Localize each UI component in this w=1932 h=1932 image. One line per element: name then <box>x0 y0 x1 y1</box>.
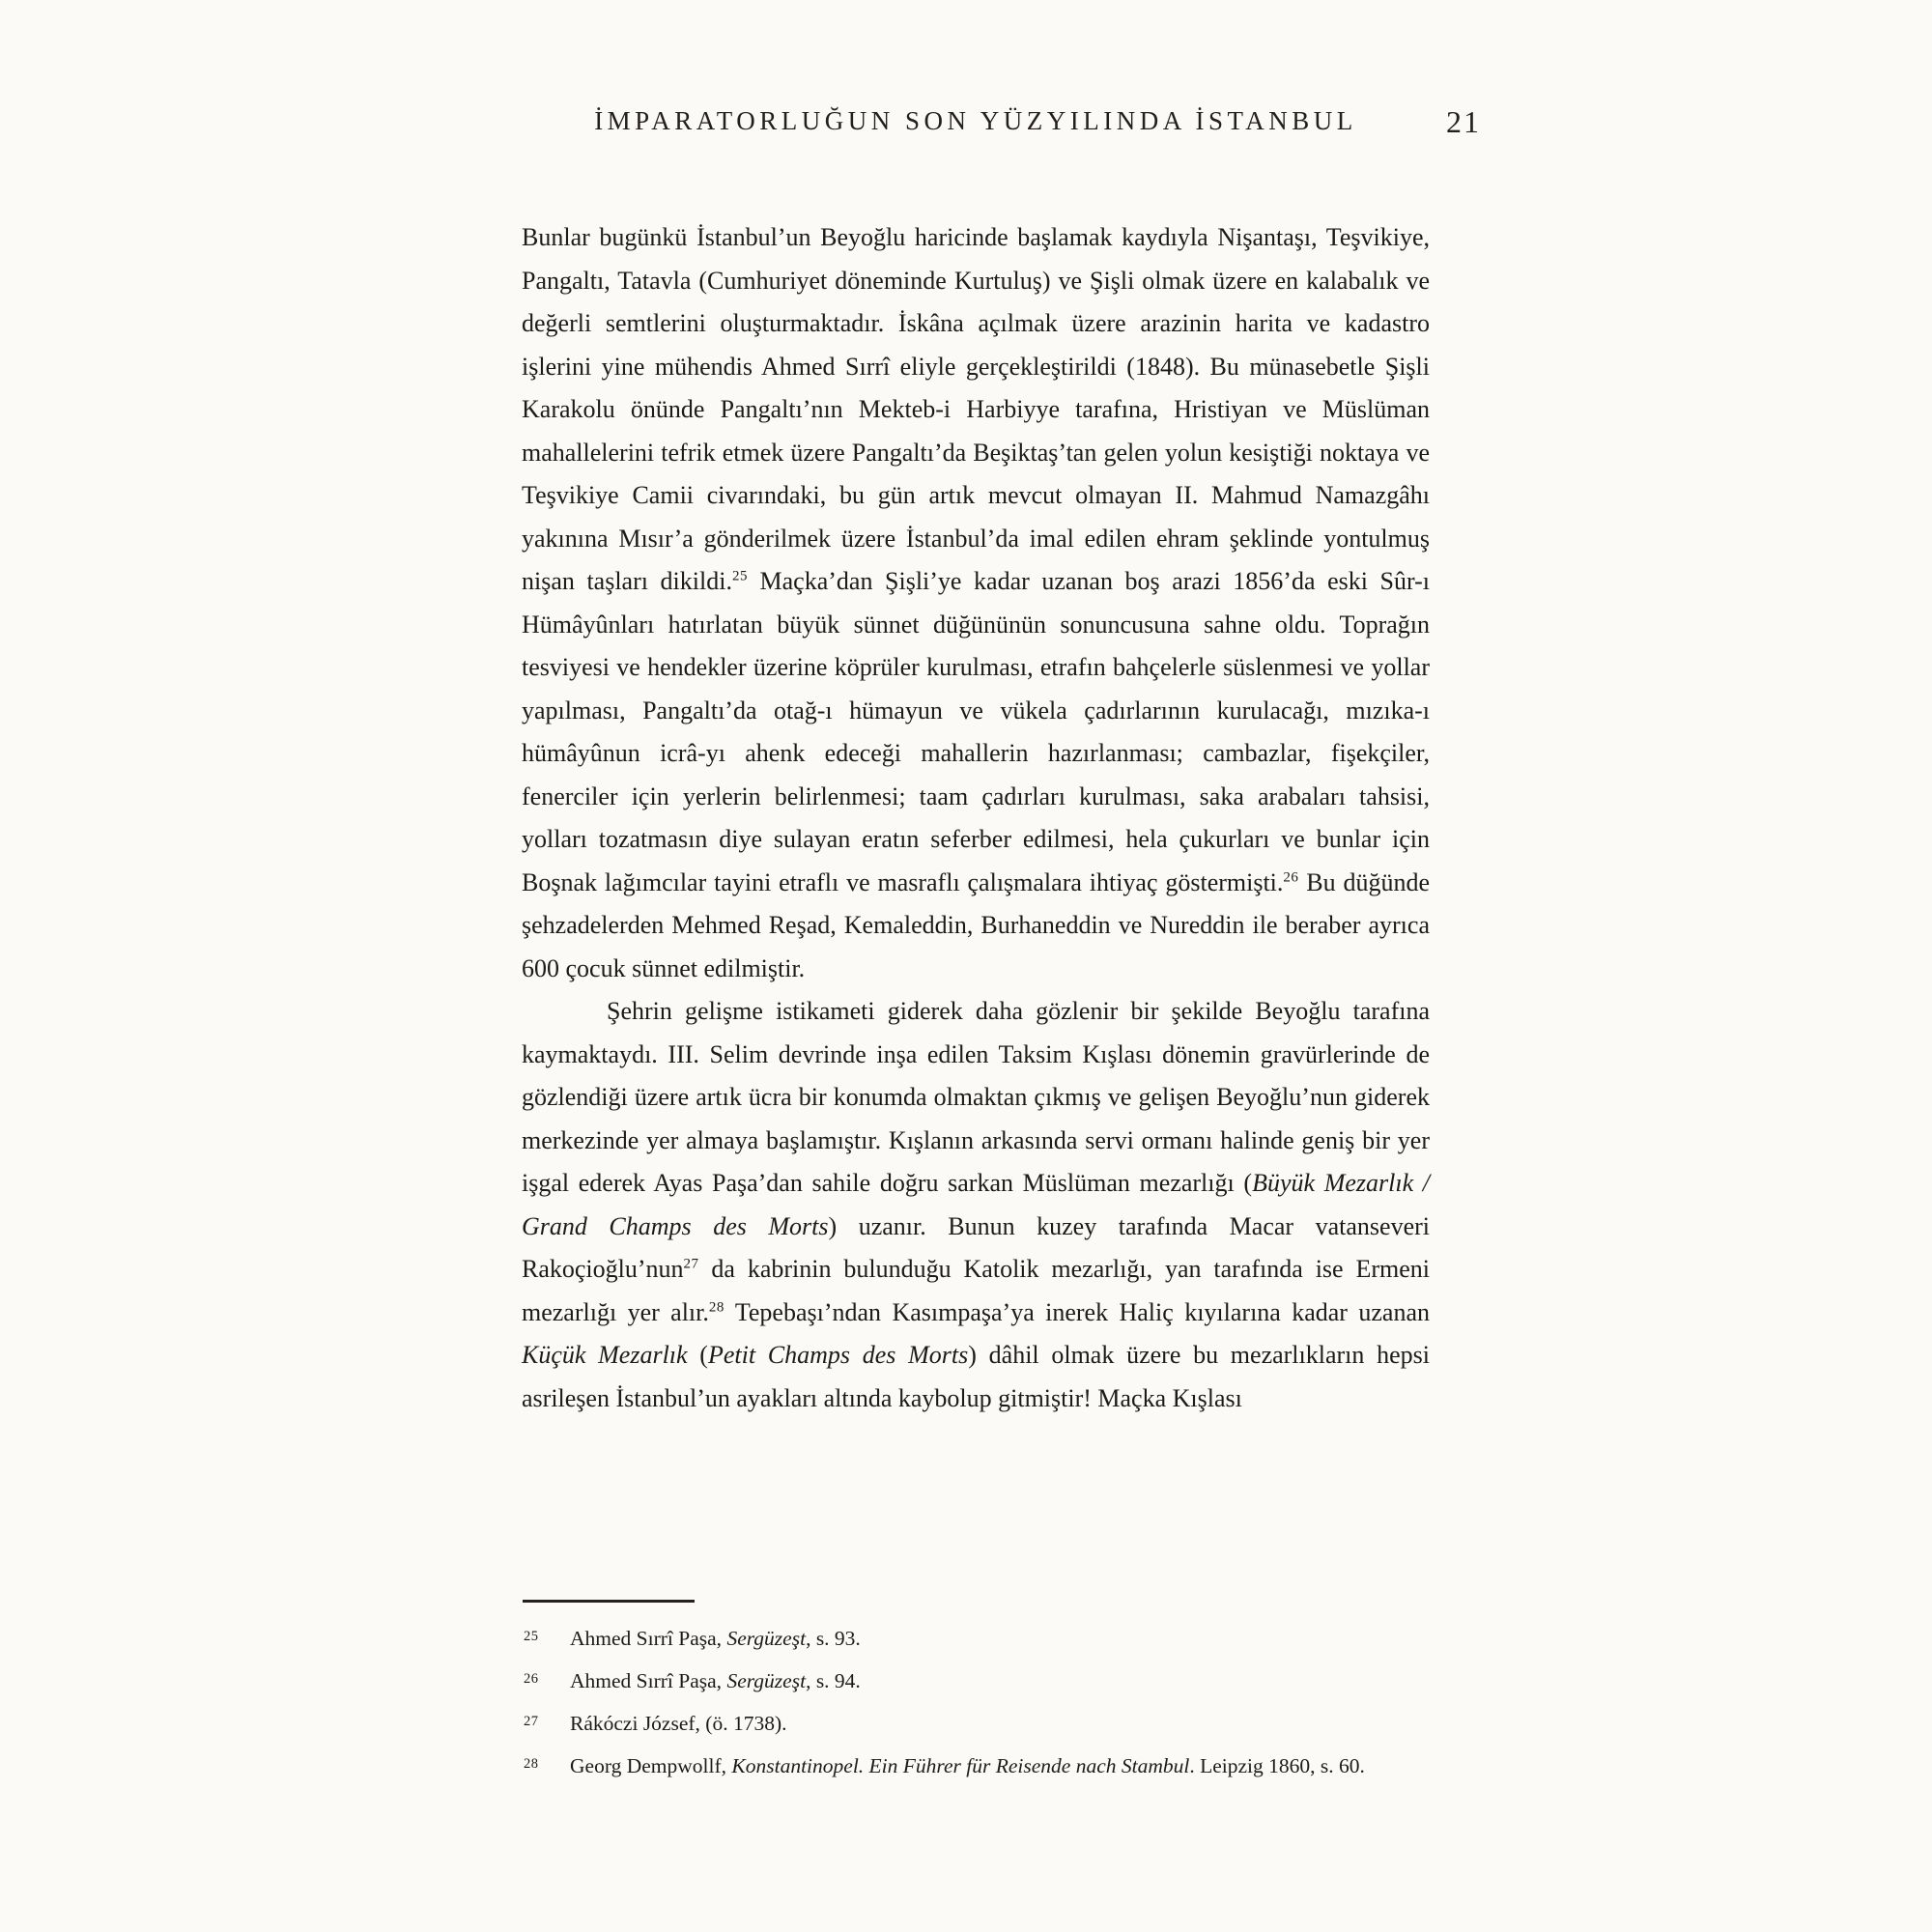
footnote-text <box>570 1754 1365 1777</box>
text-run: Bunlar bugünkü İstanbul’un Beyoğlu haricinde başlamak kaydıyla Nişantaşı, Teşvikiye, Pangaltı, Tatavla (Cumhuriyet döneminde Kurtuluş) ve Şişli olmak üzere en kalabalık ve değerli semtlerini oluşturmaktadır. İskâna açılmak üzere arazinin harita ve kadastro işlerini yine mühendis Ahmed Sırrî eliyle gerçekleştirildi (1848). Bu münasebetle Şişli Karakolu önünde Pangaltı’nın Mekteb-i Harbiyye tarafına, Hristiyan ve Müslüman mahallelerini tefrik etmek üzere Pangaltı’da Beşiktaş’tan gelen yolun kesiştiği noktaya ve Teşvikiye Camii civarındaki, bu gün artık mevcut olmayan II. Mahmud Namazgâhı yakınına Mısır’a gönderilmek üzere İstanbul’da imal edilen ehram şeklinde yontulmuş nişan taşları dikildi. <box>522 223 1430 595</box>
text-run: Bu düğünde şehzadelerden Mehmed Reşad, Kemaleddin, Burhaneddin ve Nureddin ile beraber ayrıca 600 çocuk sünnet edilmiştir. <box>522 867 1430 982</box>
text-run: Georg Dempwollf, <box>570 1754 732 1777</box>
footnote-number: 26 <box>524 1671 539 1687</box>
footnote-item <box>522 1666 1430 1696</box>
text-run: Tepebaşı’ndan Kasımpaşa’ya inerek Haliç kıyılarına kadar uzanan <box>724 1297 1430 1326</box>
text-run: ) uzanır. Bunun kuzey tarafında Macar vatanseveri Rakoçioğlu’nun <box>522 1211 1430 1283</box>
paragraph <box>522 216 1430 990</box>
footnote-text <box>570 1712 787 1735</box>
footnote-ref: 25 <box>731 568 748 584</box>
body-text <box>522 216 1430 1420</box>
text-run: , s. 93. <box>806 1627 861 1650</box>
italic-text: Petit Champs des Morts <box>707 1341 969 1369</box>
footnote-ref: 27 <box>683 1256 699 1272</box>
footnote-item <box>522 1751 1430 1781</box>
text-run: Ahmed Sırrî Paşa, <box>570 1627 727 1650</box>
text-run: ) dâhil olmak üzere bu mezarlıkların hepsi asrileşen İstanbul’un ayakları altında kaybolup gitmiştir! Maçka Kışlası <box>522 1341 1431 1412</box>
footnote-number: 25 <box>524 1629 539 1644</box>
footnote-text <box>570 1669 861 1692</box>
footnotes-section <box>522 1624 1430 1794</box>
italic-text: Konstantinopel. Ein Führer für Reisende nach Stambul <box>731 1754 1190 1777</box>
text-run: Ahmed Sırrî Paşa, <box>570 1669 727 1692</box>
footnote-item <box>522 1624 1430 1654</box>
italic-text: Sergüzeşt <box>726 1669 807 1692</box>
page-number: 21 <box>1446 104 1481 139</box>
footnote-text <box>570 1627 861 1650</box>
text-run: . Leipzig 1860, s. 60. <box>1189 1754 1365 1777</box>
text-run: Maçka’dan Şişli’ye kadar uzanan boş arazi 1856’da eski Sûr-ı Hümâyûnları hatırlatan büyük sünnet düğününün sonuncusuna sahne oldu. Toprağın tesviyesi ve hendekler üzerine köprüler kurulması, etrafın bahçelerle süslenmesi ve yollar yapılması, Pangaltı’da otağ-ı hümayun ve vükela çadırlarının kurulacağı, mızıka-ı hümâyûnun icrâ-yı ahenk edeceği mahallerin hazırlanması; cambazlar, fişekçiler, fenerciler için yerlerin belirlenmesi; taam çadırları kurulması, saka arabaları tahsisi, yolları tozatmasın diye sulayan eratın seferber edilmesi, hela çukurları ve bunlar için Boşnak lağımcılar tayini etraflı ve masraflı çalışmalara ihtiyaç göstermişti. <box>522 567 1431 896</box>
paragraph <box>522 990 1430 1420</box>
footnote-ref: 28 <box>708 1298 724 1315</box>
text-run: , s. 94. <box>806 1669 861 1692</box>
running-head: İMPARATORLUĞUN SON YÜZYILINDA İSTANBUL <box>594 106 1357 135</box>
text-run: Rákóczi József, (ö. 1738). <box>570 1712 787 1735</box>
text-run: da kabrinin bulunduğu Katolik mezarlığı, yan tarafında ise Ermeni mezarlığı yer alır. <box>522 1255 1430 1326</box>
italic-text: Sergüzeşt <box>726 1627 807 1650</box>
italic-text: Büyük Mezarlık / Grand Champs des Morts <box>522 1169 1430 1240</box>
text-run: Şehrin gelişme istikameti giderek daha gözlenir bir şekilde Beyoğlu tarafına kaymaktaydı. III. Selim devrinde inşa edilen Taksim Kışlası dönemin gravürlerinde de gözlendiği üzere artık ücra bir konumda olmaktan çıkmış ve gelişen Beyoğlu’nun giderek merkezinde yer almaya başlamıştır. Kışlanın arkasında servi ormanı halinde geniş bir yer işgal ederek Ayas Paşa’dan sahile doğru sarkan Müslüman mezarlığı ( <box>522 997 1430 1197</box>
footnote-item <box>522 1709 1430 1739</box>
text-run: ( <box>687 1341 708 1369</box>
italic-text: Küçük Mezarlık <box>522 1341 688 1369</box>
footnote-ref: 26 <box>1283 868 1299 885</box>
footnote-separator-rule <box>523 1600 695 1603</box>
footnote-number: 27 <box>524 1714 539 1729</box>
footnote-number: 28 <box>524 1756 539 1772</box>
